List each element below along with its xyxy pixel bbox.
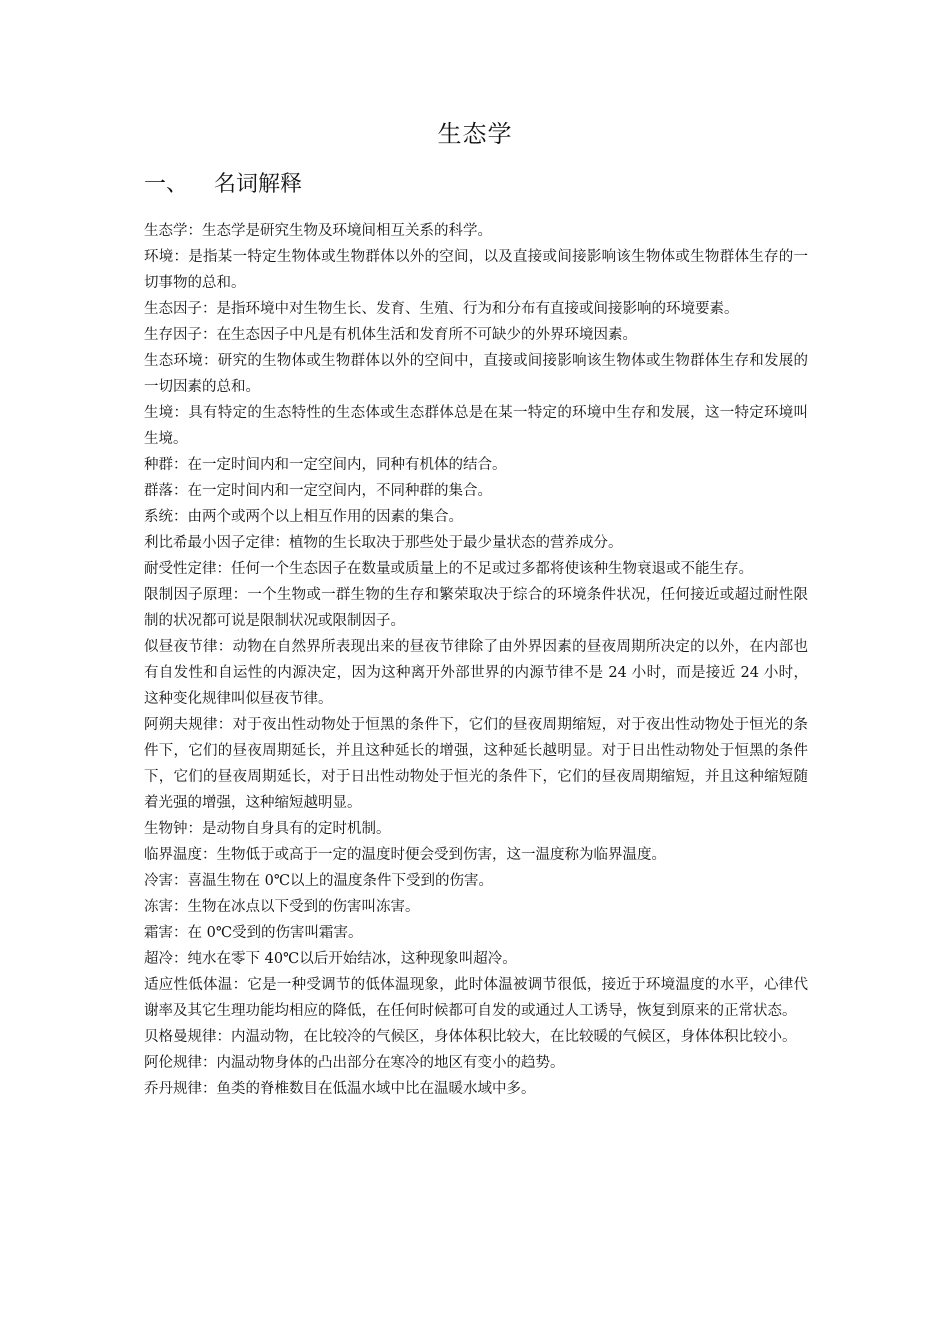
definition-entry: 临界温度：生物低于或高于一定的温度时便会受到伤害，这一温度称为临界温度。 <box>144 847 666 863</box>
document-title: 生态学 <box>437 120 513 148</box>
definition-entry: 环境：是指某一特定生物体或生物群体以外的空间，以及直接或间接影响该生物体或生物群体生存的一切事物的总和。 <box>144 249 808 291</box>
definition-entry: 贝格曼规律：内温动物，在比较冷的气候区，身体体积比较大，在比较暖的气候区，身体体积比较小。 <box>144 1029 797 1045</box>
section-title: 名词解释 <box>214 172 303 197</box>
definition-entry: 阿伦规律：内温动物身体的凸出部分在寒冷的地区有变小的趋势。 <box>144 1055 565 1071</box>
definition-entry: 群落：在一定时间内和一定空间内，不同种群的集合。 <box>144 483 492 499</box>
definition-entry: 冷害：喜温生物在 0℃以上的温度条件下受到的伤害。 <box>144 873 494 889</box>
section-heading <box>144 170 302 200</box>
definitions-list <box>144 218 808 1102</box>
definition-entry: 适应性低体温：它是一种受调节的低体温现象，此时体温被调节很低，接近于环境温度的水平，心律代谢率及其它生理功能均相应的降低，在任何时候都可自发的或通过人工诱导，恢复到原来的正常状态。 <box>144 977 808 1019</box>
definition-entry: 生态学：生态学是研究生物及环境间相互关系的科学。 <box>144 223 492 239</box>
definition-entry: 生境：具有特定的生态特性的生态体或生态群体总是在某一特定的环境中生存和发展，这一特定环境叫生境。 <box>144 405 808 447</box>
definition-entry: 利比希最小因子定律：植物的生长取决于那些处于最少量状态的营养成分。 <box>144 535 623 551</box>
definition-entry: 超冷：纯水在零下 40℃以后开始结冰，这种现象叫超冷。 <box>144 951 517 967</box>
definition-entry: 乔丹规律：鱼类的脊椎数目在低温水域中比在温暖水域中多。 <box>144 1081 536 1097</box>
definition-entry: 阿朔夫规律：对于夜出性动物处于恒黑的条件下，它们的昼夜周期缩短，对于夜出性动物处于恒光的条件下，它们的昼夜周期延长，并且这种延长的增强，这种延长越明显。对于日出性动物处于恒黑的条件下，它们的昼夜周期延长，对于日出性动物处于恒光的条件下，它们的昼夜周期缩短，并且这种缩短随着光强的增强，这种缩短越明显。 <box>144 717 808 811</box>
definition-entry: 种群：在一定时间内和一定空间内，同种有机体的结合。 <box>144 457 507 473</box>
definition-entry: 霜害：在 0℃受到的伤害叫霜害。 <box>144 925 363 941</box>
definition-entry: 限制因子原理：一个生物或一群生物的生存和繁荣取决于综合的环境条件状况，任何接近或超过耐性限制的状况都可说是限制状况或限制因子。 <box>144 587 808 629</box>
definition-entry: 系统：由两个或两个以上相互作用的因素的集合。 <box>144 509 463 525</box>
definition-entry: 生存因子：在生态因子中凡是有机体生活和发育所不可缺少的外界环境因素。 <box>144 327 637 343</box>
section-number: 一、 <box>144 172 189 197</box>
definition-entry: 耐受性定律：任何一个生态因子在数量或质量上的不足或过多都将使该种生物衰退或不能生存。 <box>144 561 753 577</box>
definition-entry: 生态因子：是指环境中对生物生长、发育、生殖、行为和分布有直接或间接影响的环境要素。 <box>144 301 739 317</box>
definition-entry: 似昼夜节律：动物在自然界所表现出来的昼夜节律除了由外界因素的昼夜周期所决定的以外，在内部也有自发性和自运性的内源决定，因为这种离开外部世界的内源节律不是 24 小时，而是接近 24 小时，这种变化规律叫似昼夜节律。 <box>144 639 808 707</box>
definition-entry: 冻害：生物在冰点以下受到的伤害叫冻害。 <box>144 899 420 915</box>
definition-entry: 生物钟：是动物自身具有的定时机制。 <box>144 821 391 837</box>
definition-entry: 生态环境：研究的生物体或生物群体以外的空间中，直接或间接影响该生物体或生物群体生存和发展的一切因素的总和。 <box>144 353 808 395</box>
